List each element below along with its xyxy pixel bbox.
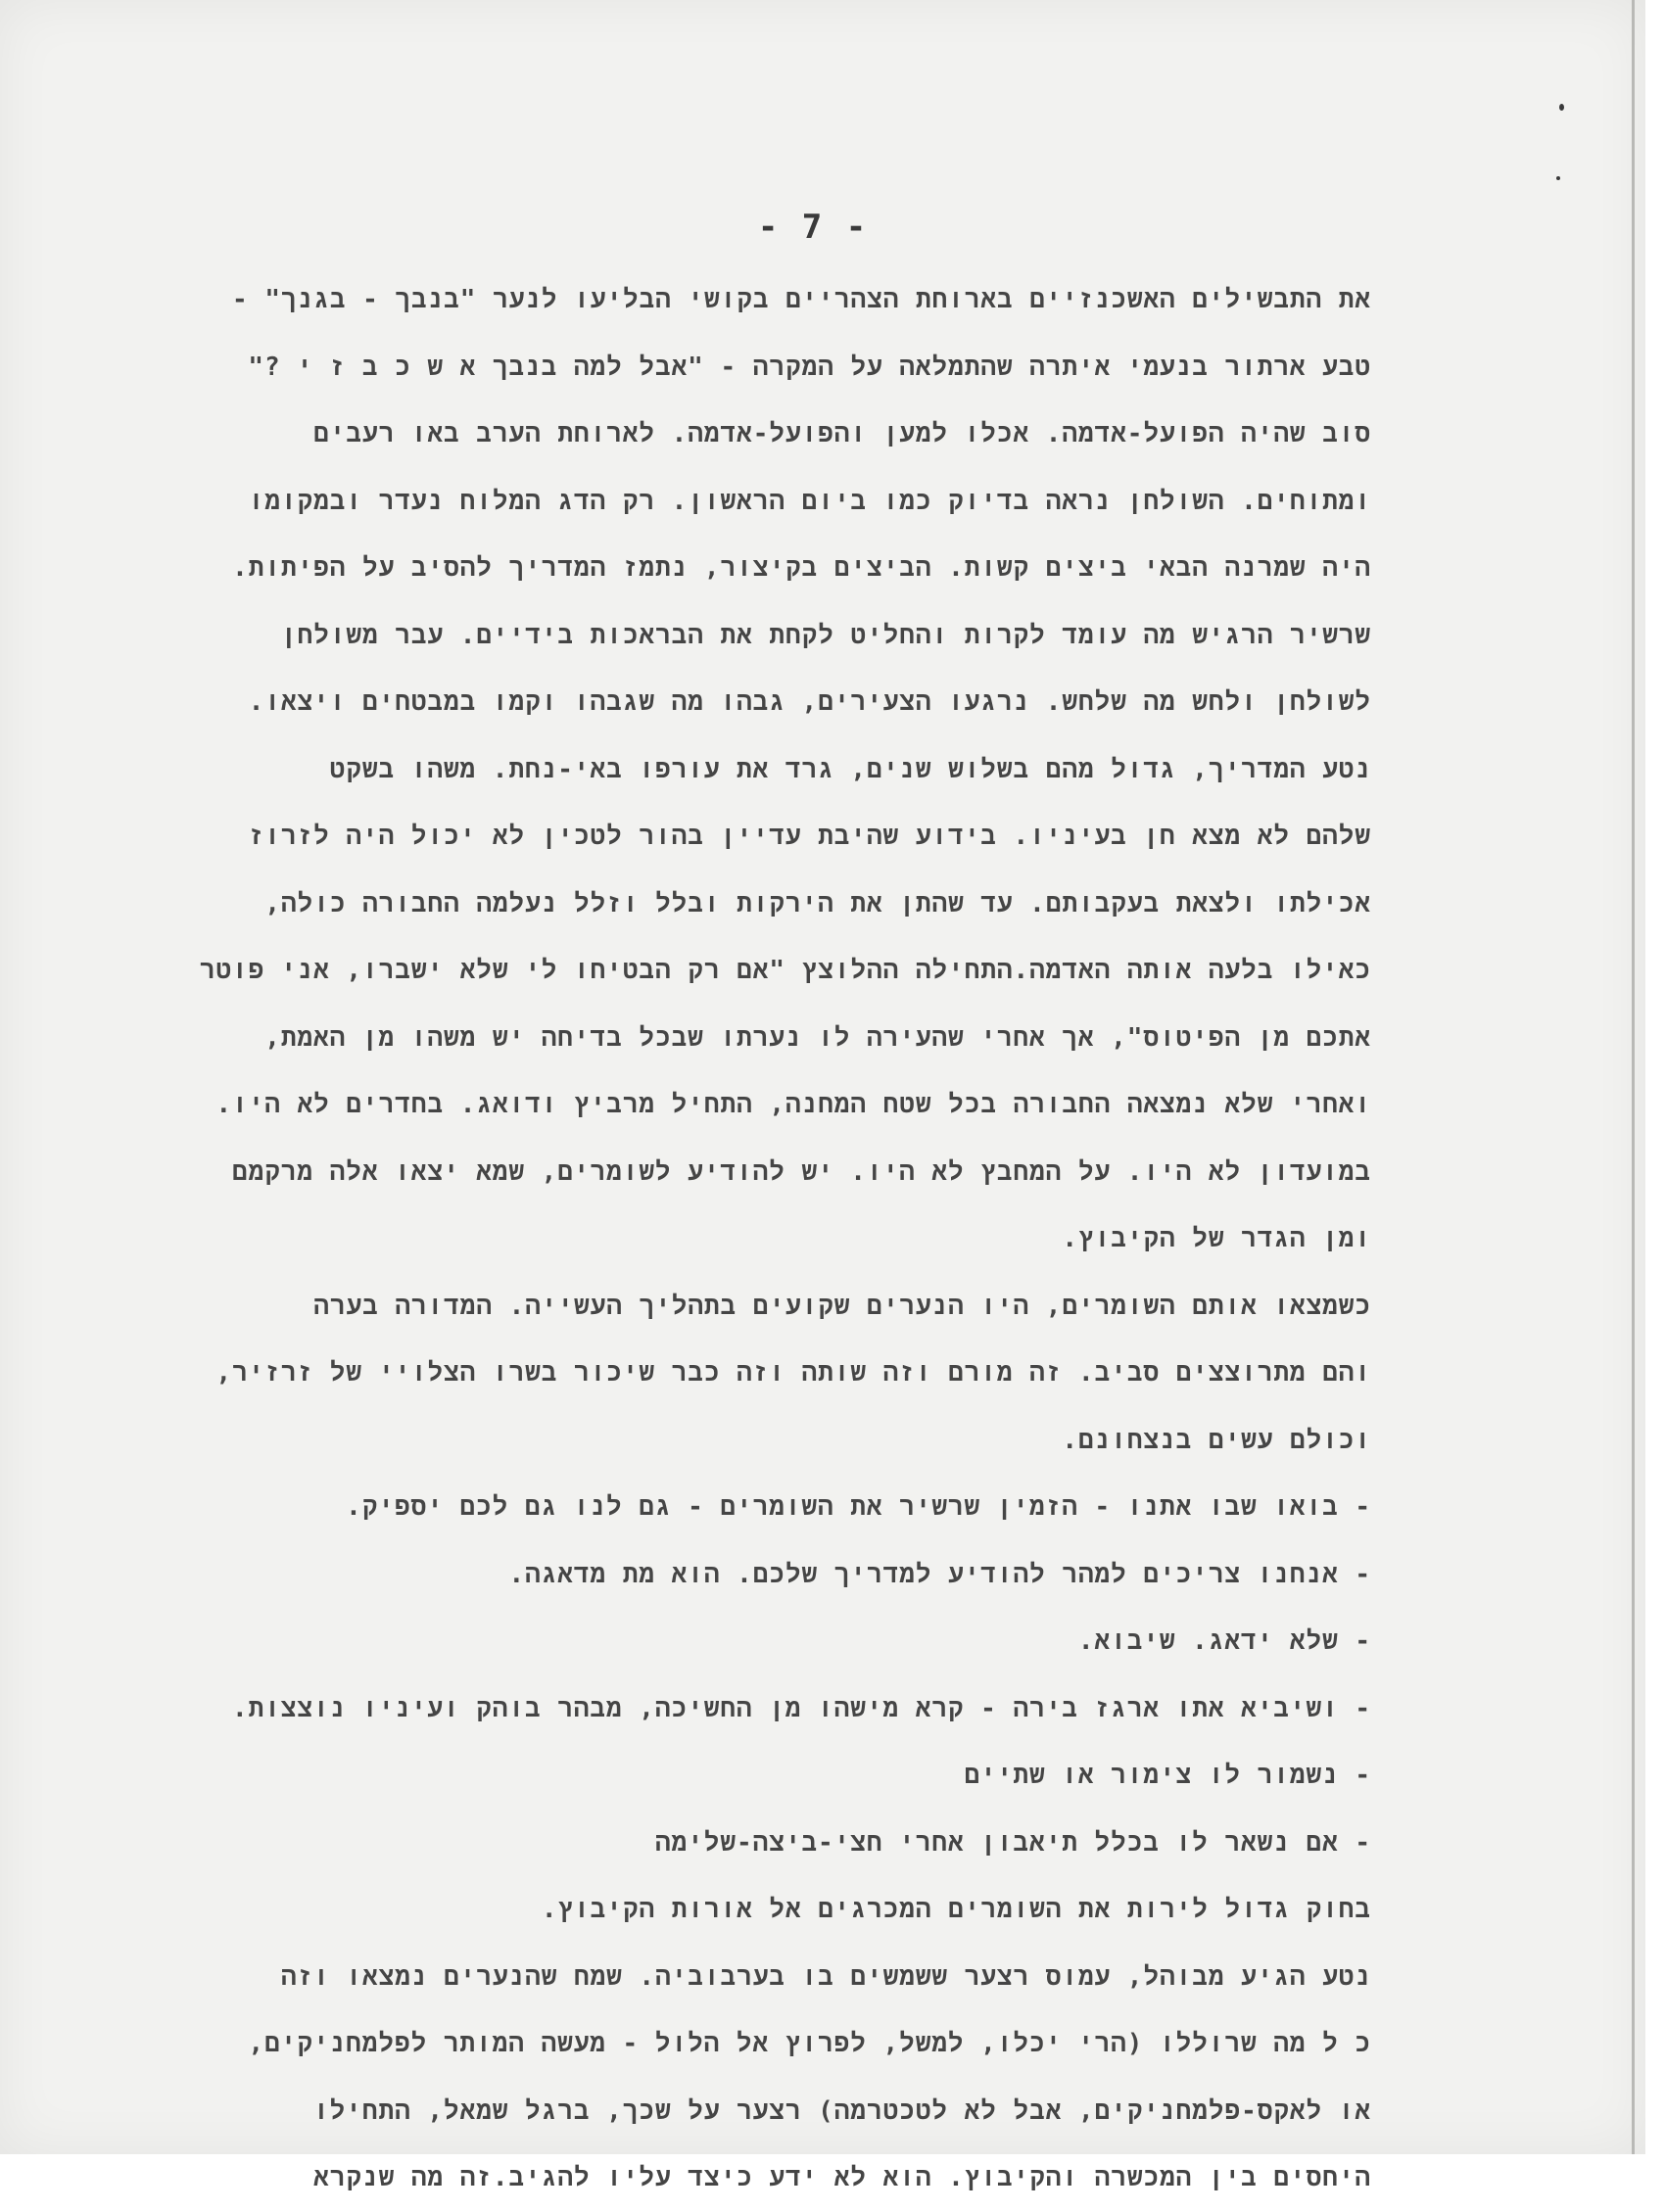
text-line: נטע המדריך, גדול מהם בשלוש שנים, גרד את עורפו באי-נחת. משהו בשקט bbox=[329, 754, 1371, 784]
text-line: - שלא ידאג. שיבוא. bbox=[1077, 1626, 1371, 1656]
text-line: היה שמרנה הבאי ביצים קשות. הביצים בקיצור, נתמז המדריך להסיב על הפיתות. bbox=[232, 553, 1371, 583]
text-line: והם מתרוצצים סביב. זה מורם וזה שותה וזה כבר שיכור בשרו הצלויי של זרזיר, bbox=[215, 1358, 1371, 1388]
text-line: ומן הגדר של הקיבוץ. bbox=[1062, 1224, 1371, 1253]
scan-speck bbox=[1559, 104, 1564, 111]
text-line: או לאקס-פלמחניקים, אבל לא לטכטרמה) רצער על שכך, ברגל שמאל, התחילו bbox=[313, 2095, 1371, 2126]
text-line: כשמצאו אותם השומרים, היו הנערים שקועים בתהליך העשייה. המדורה בערה bbox=[313, 1291, 1371, 1321]
text-line: וכולם עשים בנצחונם. bbox=[1062, 1425, 1371, 1455]
text-line: כאילו בלעה אותה האדמה.התחילה ההלוצץ "אם רק הבטיחו לי שלא ישברו, אני פוטר bbox=[199, 956, 1371, 985]
text-line: בחוק גדול לירות את השומרים המכרגים אל אורות הקיבוץ. bbox=[541, 1895, 1371, 1924]
text-line: אכילתו ולצאת בעקבותם. עד שהתן את הירקות ובלל וזלל נעלמה החבורה כולה, bbox=[264, 888, 1371, 918]
page-number: - 7 - bbox=[757, 208, 869, 247]
text-line: שרשיר הרגיש מה עומד לקרות והחליט לקחת את הבראכות בידיים. עבר משולחן bbox=[281, 620, 1371, 650]
scan-speck bbox=[1556, 176, 1560, 180]
text-line: - בואו שבו אתנו - הזמין שרשיר את השומרים - גם לנו גם לכם יספיק. bbox=[346, 1492, 1371, 1522]
text-line: את התבשילים האשכנזיים בארוחת הצהריים בקושי הבליעו לנער "בנבך - בגנך" - bbox=[232, 285, 1371, 314]
text-line: - ושיביא אתו ארגז בירה - קרא מישהו מן החשיכה, מבהר בוהק ועיניו נוצצות. bbox=[231, 1693, 1371, 1723]
text-line: במועדון לא היו. על המחבץ לא היו. יש להודיע לשומרים, שמא יצאו אלה מרקמם bbox=[232, 1156, 1371, 1187]
text-line: לשולחן ולחש מה שלחש. נרגעו הצעירים, גבהו מה שגבהו וקמו במבטחים ויצאו. bbox=[248, 687, 1371, 717]
text-line: ומתוחים. השולחן נראה בדיוק כמו ביום הראשון. רק הדג המלוח נעדר ובמקומו bbox=[248, 486, 1371, 516]
text-line: סוב שהיה הפועל-אדמה. אכלו למען והפועל-אדמה. לארוחת הערב באו רעבים bbox=[313, 419, 1371, 448]
text-line: היחסים בין המכשרה והקיבוץ. הוא לא ידע כיצד עליו להגיב.זה מה שנקרא bbox=[313, 2163, 1371, 2192]
text-line: טבע ארתור בנעמי איתרה שהתמלאה על המקרה - "אבל למה בנבך א ש כ ב ז י ?" bbox=[248, 352, 1371, 382]
text-line: כ ל מה שרוללו (הרי יכלו, למשל, לפרוץ אל הלול - מעשה המותר לפלמחניקים, bbox=[248, 2029, 1371, 2058]
text-line: שלהם לא מצא חן בעיניו. בידוע שהיבת עדיין בהור לטכין לא יכול היה לזרוז bbox=[248, 822, 1371, 851]
scan-edge-line bbox=[1632, 0, 1635, 2154]
text-line: אתכם מן הפיטוס", אך אחרי שהעירה לו נערתו שבכל בדיחה יש משהו מן האמת, bbox=[264, 1022, 1371, 1053]
body-text bbox=[108, 266, 1371, 2212]
text-line: - אם נשאר לו בכלל תיאבון אחרי חצי-ביצה-שלימה bbox=[654, 1827, 1371, 1858]
text-line: נטע הגיע מבוהל, עמוס רצער ששמשים בו בערבוביה. שמח שהנערים נמצאו וזה bbox=[280, 1961, 1371, 1992]
text-line: - נשמור לו צימור או שתיים bbox=[964, 1761, 1371, 1790]
text-line: ואחרי שלא נמצאה החבורה בכל שטח המחנה, התחיל מרביץ ודואג. בחדרים לא היו. bbox=[215, 1090, 1371, 1119]
text-line: - אנחנו צריכים למהר להודיע למדריך שלכם. הוא מת מדאגה. bbox=[508, 1559, 1371, 1589]
